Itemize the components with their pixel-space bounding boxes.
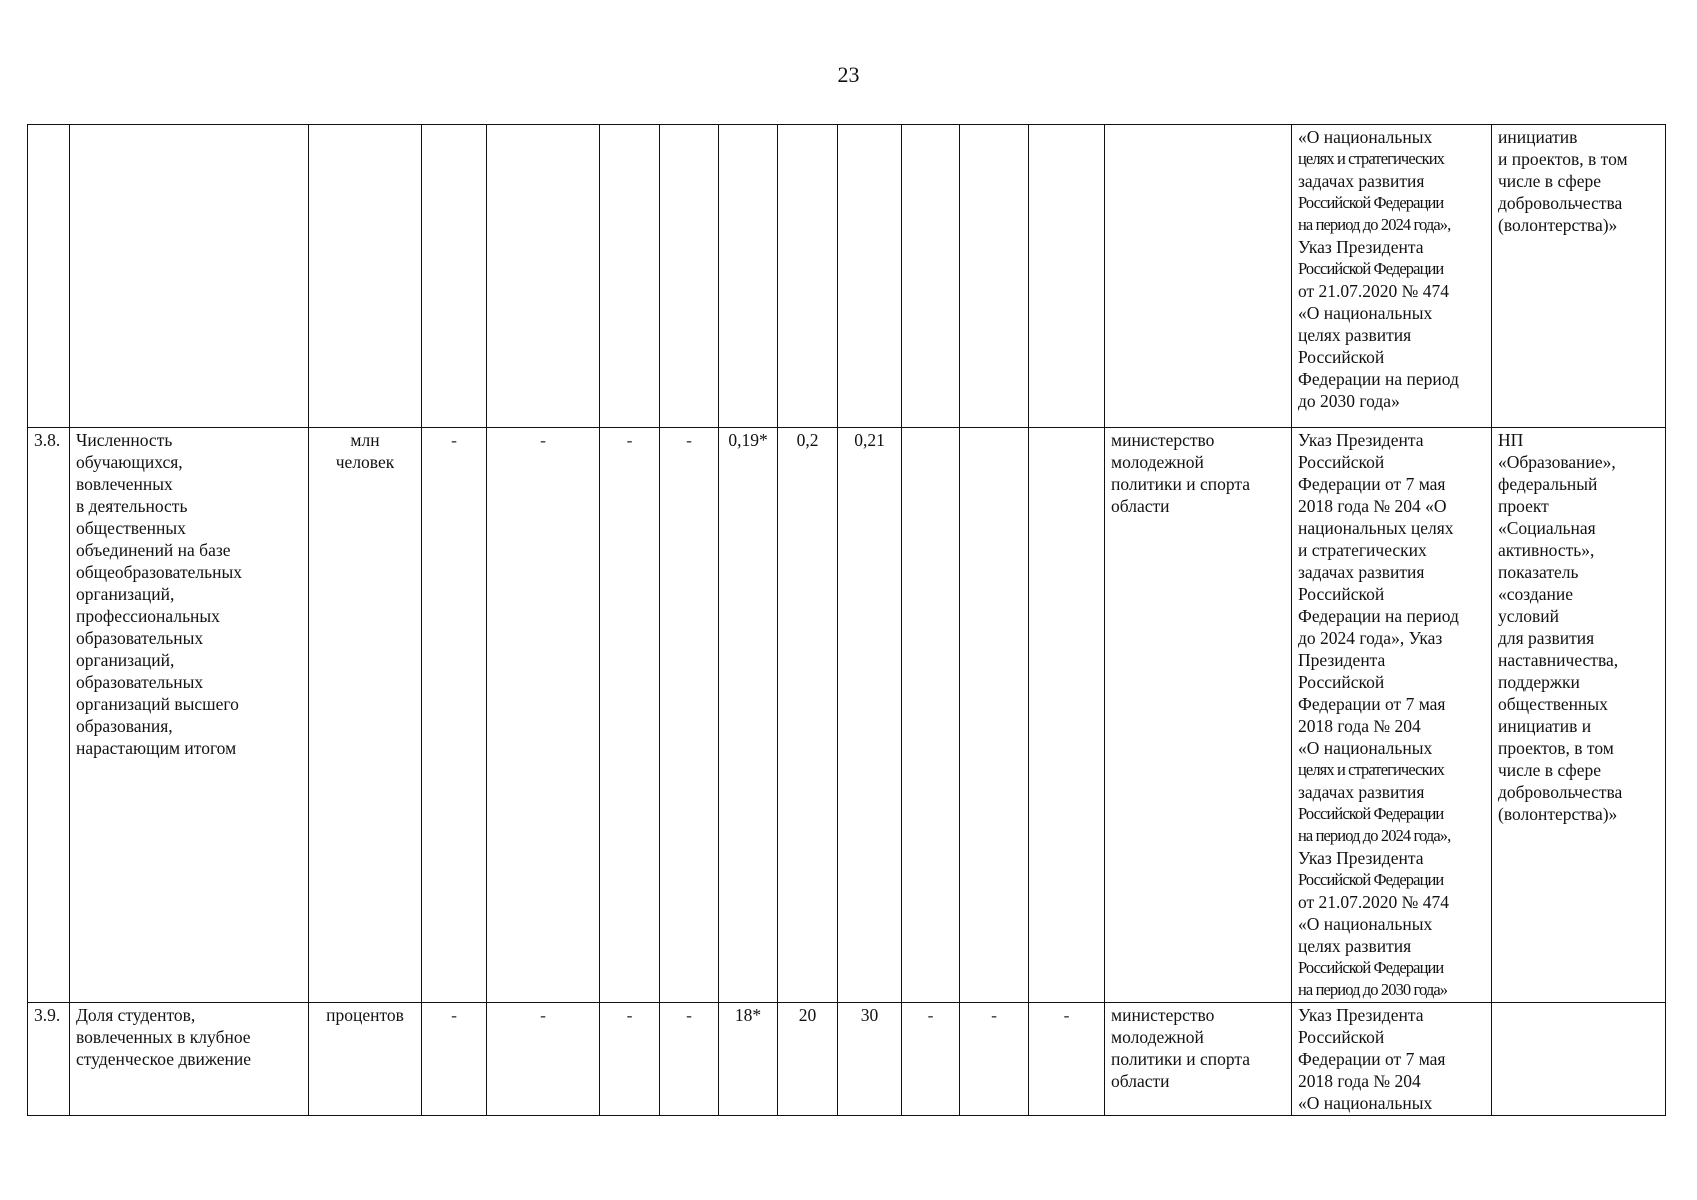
basis-line: Федерации от 7 мая [1298, 694, 1446, 714]
value-cell: - [487, 1003, 600, 1116]
value-cell [838, 125, 902, 428]
basis-line: Федерации от 7 мая [1298, 474, 1446, 494]
responsible-line: области [1111, 496, 1170, 516]
basis-line: задачах развития [1298, 782, 1425, 802]
indicator-name-line: организаций, [76, 584, 175, 604]
basis-line: целях развития [1298, 325, 1412, 345]
note-line: инициатив и [1498, 716, 1592, 736]
indicator-name-line: организаций, [76, 650, 175, 670]
indicator-name [70, 428, 309, 1003]
value-cell: 20 [778, 1003, 838, 1116]
basis-line: Указ Президента [1298, 237, 1424, 257]
indicator-name-line: вовлеченных в клубное [76, 1027, 251, 1047]
basis-line: Российской [1298, 347, 1385, 367]
basis-line: Российской [1298, 1027, 1385, 1047]
basis-cell [1292, 1003, 1492, 1116]
value-cell [902, 428, 960, 1003]
value-cell [960, 428, 1029, 1003]
note-line: НП [1498, 430, 1524, 450]
basis-cell [1292, 428, 1492, 1003]
unit-cell [309, 1003, 422, 1116]
value-cell: - [487, 428, 600, 1003]
basis-line: Российской [1298, 672, 1385, 692]
indicator-name-line: образовательных [76, 628, 204, 648]
indicator-name-line: образовательных [76, 672, 204, 692]
indicator-name-line: профессиональных [76, 606, 220, 626]
indicator-name-line: студенческое движение [76, 1049, 252, 1069]
indicator-name [70, 125, 309, 428]
note-line: условий [1498, 606, 1559, 626]
value-cell: 18* [719, 1003, 778, 1116]
value-cell: 0,19* [719, 428, 778, 1003]
responsible-line: министерство [1111, 430, 1215, 450]
responsible-cell [1105, 1003, 1292, 1116]
basis-line: Российской Федерации [1298, 870, 1444, 889]
value-cell [902, 125, 960, 428]
value-cell: - [660, 1003, 719, 1116]
basis-line: «О национальных [1298, 914, 1433, 934]
responsible-cell [1105, 125, 1292, 428]
basis-line: Указ Президента [1298, 430, 1424, 450]
note-line: и проектов, в том [1498, 149, 1628, 169]
unit-line: человек [335, 452, 395, 472]
basis-line: 2018 года № 204 [1298, 716, 1421, 736]
value-cell: - [422, 1003, 487, 1116]
value-cell [1029, 428, 1105, 1003]
value-cell: - [600, 428, 660, 1003]
note-line: проектов, в том [1498, 738, 1614, 758]
value-cell: - [660, 428, 719, 1003]
note-line: общественных [1498, 694, 1608, 714]
value-cell: 0,2 [778, 428, 838, 1003]
basis-line: Российской [1298, 452, 1385, 472]
unit-cell [309, 125, 422, 428]
basis-line: Указ Президента [1298, 1005, 1424, 1025]
value-cell [600, 125, 660, 428]
basis-line: Российской [1298, 584, 1385, 604]
value-cell: 0,21 [838, 428, 902, 1003]
basis-line: Федерации от 7 мая [1298, 1049, 1446, 1069]
value-cell: - [600, 1003, 660, 1116]
basis-line: Указ Президента [1298, 848, 1424, 868]
row-number: 3.8. [28, 428, 70, 1003]
page-number: 23 [837, 62, 860, 87]
value-cell [778, 125, 838, 428]
basis-line: задачах развития [1298, 562, 1425, 582]
indicators-table [27, 124, 1666, 1116]
basis-line: Российской Федерации [1298, 958, 1444, 977]
indicator-name [70, 1003, 309, 1116]
value-cell [960, 125, 1029, 428]
value-cell: - [1029, 1003, 1105, 1116]
note-line: числе в сфере [1498, 171, 1602, 191]
unit-cell [309, 428, 422, 1003]
table-row [28, 1003, 1666, 1116]
unit-line: млн [350, 430, 380, 450]
note-cell [1492, 428, 1666, 1003]
note-line: добровольчества [1498, 193, 1623, 213]
indicator-name-line: нарастающим итогом [76, 738, 237, 758]
note-line: «Образование», [1498, 452, 1616, 472]
basis-line: на период до 2030 года» [1298, 980, 1448, 999]
unit-line: процентов [326, 1005, 404, 1025]
indicator-name-line: Доля студентов, [76, 1005, 196, 1025]
indicator-name-line: общественных [76, 518, 186, 538]
basis-line: целях и стратегических [1298, 149, 1444, 168]
note-line: федеральный [1498, 474, 1598, 494]
note-cell [1492, 1003, 1666, 1116]
note-line: наставничества, [1498, 650, 1619, 670]
basis-line: 2018 года № 204 [1298, 1071, 1421, 1091]
basis-line: Российской Федерации [1298, 259, 1444, 278]
basis-line: до 2030 года» [1298, 391, 1400, 411]
note-line: добровольчества [1498, 782, 1623, 802]
value-cell: - [902, 1003, 960, 1116]
basis-line: «О национальных [1298, 1093, 1433, 1113]
note-line: поддержки [1498, 672, 1580, 692]
note-line: (волонтерства)» [1498, 804, 1618, 824]
basis-line: Российской Федерации [1298, 193, 1444, 212]
responsible-line: молодежной [1111, 452, 1204, 472]
basis-line: Федерации на период [1298, 369, 1459, 389]
basis-line: целях развития [1298, 936, 1412, 956]
basis-cell [1292, 125, 1492, 428]
note-line: активность», [1498, 540, 1595, 560]
table-row [28, 125, 1666, 428]
indicator-name-line: организаций высшего [76, 694, 239, 714]
note-line: проект [1498, 496, 1549, 516]
indicator-name-line: объединений на базе [76, 540, 231, 560]
indicator-name-line: в деятельность [76, 496, 188, 516]
basis-line: Федерации на период [1298, 606, 1459, 626]
note-line: показатель [1498, 562, 1579, 582]
table-row [28, 428, 1666, 1003]
basis-line: национальных целях [1298, 518, 1454, 538]
basis-line: задачах развития [1298, 171, 1425, 191]
value-cell [422, 125, 487, 428]
indicator-name-line: общеобразовательных [76, 562, 242, 582]
value-cell [1029, 125, 1105, 428]
note-line: (волонтерства)» [1498, 215, 1618, 235]
indicator-name-line: образования, [76, 716, 173, 736]
basis-line: на период до 2024 года», [1298, 826, 1451, 845]
indicator-name-line: Численность [76, 430, 173, 450]
responsible-cell [1105, 428, 1292, 1003]
basis-line: Президента [1298, 650, 1386, 670]
value-cell: - [422, 428, 487, 1003]
basis-line: и стратегических [1298, 540, 1427, 560]
basis-line: на период до 2024 года», [1298, 215, 1451, 234]
note-line: «Социальная [1498, 518, 1596, 538]
responsible-line: политики и спорта [1111, 1049, 1251, 1069]
responsible-line: политики и спорта [1111, 474, 1251, 494]
responsible-line: области [1111, 1071, 1170, 1091]
basis-line: «О национальных [1298, 738, 1433, 758]
basis-line: 2018 года № 204 «О [1298, 496, 1447, 516]
value-cell: - [960, 1003, 1029, 1116]
basis-line: от 21.07.2020 № 474 [1298, 281, 1449, 301]
note-cell [1492, 125, 1666, 428]
basis-line: целях и стратегических [1298, 760, 1444, 779]
basis-line: «О национальных [1298, 303, 1433, 323]
basis-line: от 21.07.2020 № 474 [1298, 892, 1449, 912]
value-cell [487, 125, 600, 428]
value-cell: 30 [838, 1003, 902, 1116]
row-number [28, 125, 70, 428]
indicator-name-line: вовлеченных [76, 474, 173, 494]
note-line: «создание [1498, 584, 1574, 604]
responsible-line: министерство [1111, 1005, 1215, 1025]
basis-line: Российской Федерации [1298, 804, 1444, 823]
note-line: инициатив [1498, 127, 1578, 147]
responsible-line: молодежной [1111, 1027, 1204, 1047]
note-line: для развития [1498, 628, 1595, 648]
indicator-name-line: обучающихся, [76, 452, 183, 472]
row-number: 3.9. [28, 1003, 70, 1116]
note-line: числе в сфере [1498, 760, 1602, 780]
value-cell [719, 125, 778, 428]
basis-line: до 2024 года», Указ [1298, 628, 1443, 648]
basis-line: «О национальных [1298, 127, 1433, 147]
value-cell [660, 125, 719, 428]
